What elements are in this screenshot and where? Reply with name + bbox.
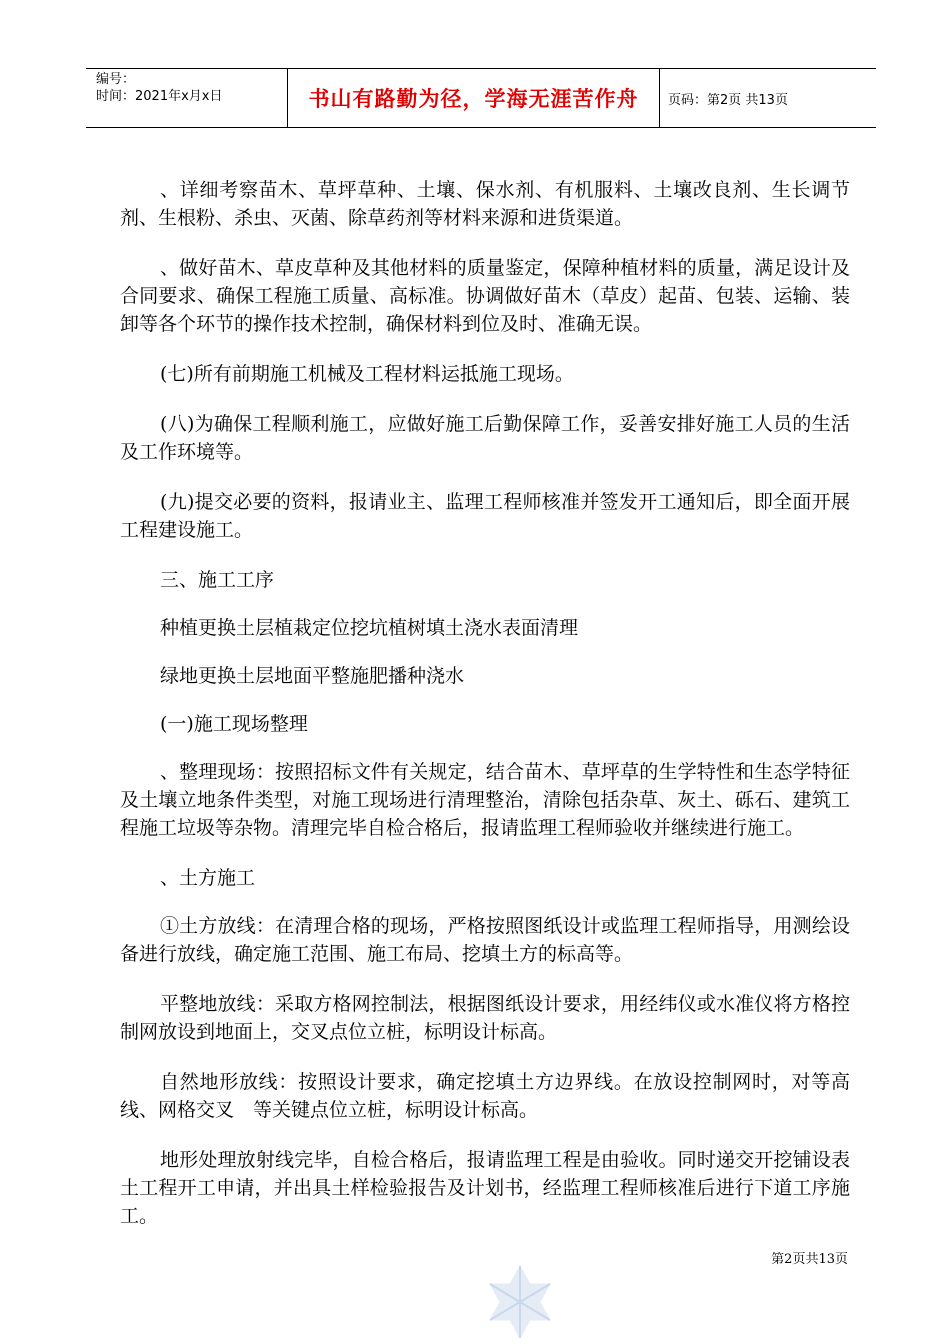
subsection-heading: 、土方施工 (160, 867, 256, 889)
snowflake-watermark-icon (480, 1262, 560, 1342)
process-flow-greenland: 绿地更换土层地面平整施肥播种浇水 (160, 665, 465, 687)
document-body (120, 176, 850, 1252)
header-meta (86, 69, 288, 127)
process-flow-planting: 种植更换土层植栽定位挖坑植树填土浇水表面清理 (160, 617, 579, 639)
header-motto: 书山有路勤为径，学海无涯苦作舟 (288, 69, 660, 127)
paragraph: 、详细考察苗木、草坪草种、土壤、保水剂、有机服料、土壤改良剂、生长调节剂、生根粉、杀虫、灭菌、除草药剂等材料来源和进货渠道。 (120, 179, 850, 229)
page-header (86, 68, 876, 128)
paragraph: (九)提交必要的资料，报请业主、监理工程师核准并签发开工通知后，即全面开展工程建设施工。 (120, 491, 850, 541)
document-number-label: 编号： (96, 72, 136, 87)
subsection-heading: (一)施工现场整理 (160, 713, 308, 735)
section-heading: 三、施工工序 (160, 569, 275, 591)
paragraph: 平整地放线：采取方格网控制法，根据图纸设计要求，用经纬仪或水准仪将方格控制网放设到地面上，交叉点位立桩，标明设计标高。 (120, 993, 850, 1043)
document-time-label: 时间：2021年x月x日 (96, 89, 223, 104)
paragraph: 自然地形放线：按照设计要求，确定挖填土方边界线。在放设控制网时，对等高线、网格交叉 等关键点位立桩，标明设计标高。 (120, 1071, 850, 1121)
paragraph: ①土方放线：在清理合格的现场，严格按照图纸设计或监理工程师指导，用测绘设备进行放线，确定施工范围、施工布局、挖填土方的标高等。 (120, 915, 850, 965)
paragraph: (八)为确保工程顺利施工，应做好施工后勤保障工作，妥善安排好施工人员的生活及工作环境等。 (120, 413, 850, 463)
header-page-info: 页码：第2页 共13页 (668, 92, 788, 108)
paragraph: 、做好苗木、草皮草种及其他材料的质量鉴定，保障种植材料的质量，满足设计及合同要求、确保工程施工质量、高标准。协调做好苗木（草皮）起苗、包装、运输、装卸等各个环节的操作技术控制，确保材料到位及时、准确无误。 (120, 257, 850, 335)
paragraph: (七)所有前期施工机械及工程材料运抵施工现场。 (160, 363, 574, 385)
paragraph: 地形处理放射线完毕，自检合格后，报请监理工程是由验收。同时递交开挖铺设表土工程开工申请，并出具土样检验报告及计划书，经监理工程师核准后进行下道工序施工。 (120, 1149, 850, 1227)
paragraph: 、整理现场：按照招标文件有关规定，结合苗木、草坪草的生学特性和生态学特征及土壤立地条件类型，对施工现场进行清理整治，清除包括杂草、灰土、砾石、建筑工程施工垃圾等杂物。清理完毕自检合格后，报请监理工程师验收并继续进行施工。 (120, 761, 850, 839)
page-footer: 第2页共13页 (771, 1252, 848, 1267)
